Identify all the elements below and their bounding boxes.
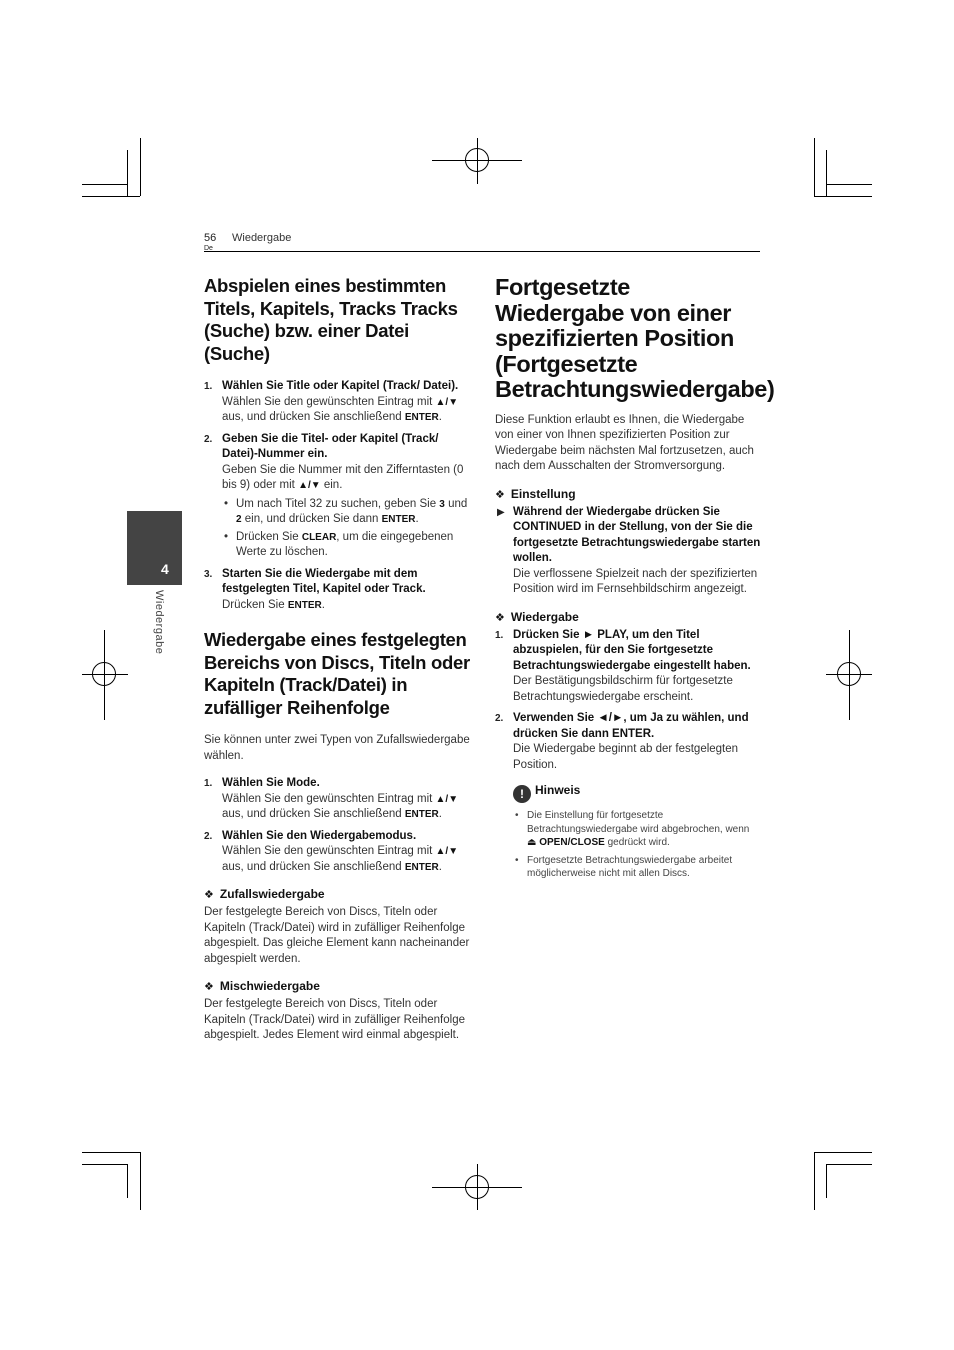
step bbox=[495, 628, 761, 706]
text: . bbox=[438, 808, 442, 820]
crop-mark bbox=[826, 184, 872, 185]
page-header bbox=[204, 231, 760, 252]
step-description bbox=[222, 395, 472, 426]
paragraph: Der festgelegte Bereich von Discs, Titeln oder Kapiteln (Track/Datei) wird in zufälliger Reihenfolge abgespielt. Das gleiche Element kann nacheinander abgespielt werden. bbox=[204, 906, 470, 965]
crop-mark bbox=[826, 1164, 872, 1165]
text: aus, und drücken Sie anschließend bbox=[222, 808, 402, 820]
step-number: 2. bbox=[204, 433, 213, 445]
diamond-icon: ❖ bbox=[495, 488, 505, 501]
text: Wählen Sie den gewünschten Eintrag mit bbox=[222, 792, 433, 805]
section-intro: Diese Funktion erlaubt es Ihnen, die Wiedergabe von einer von Ihnen spezifizierten Position zur Wiedergabe beim nächsten Mal fortzusetzen, auch nach dem Ausschalten der Stromversorgung. bbox=[495, 413, 754, 472]
step bbox=[204, 567, 472, 614]
crop-mark bbox=[814, 1152, 815, 1210]
step-title bbox=[513, 628, 761, 675]
subheading-text: Einstellung bbox=[510, 486, 576, 501]
list-item bbox=[222, 497, 472, 528]
text: Die Einstellung für fortgesetzte Betrachtungswiedergabe wird abgebrochen, wenn bbox=[527, 810, 750, 835]
subheading bbox=[204, 979, 472, 993]
step-number: 1. bbox=[495, 629, 504, 641]
text: Wählen Sie den gewünschten Eintrag mit bbox=[222, 395, 433, 408]
step-number: 1. bbox=[204, 381, 213, 392]
enter-key: ENTER bbox=[404, 861, 439, 873]
chapter-label: Wiedergabe bbox=[153, 590, 165, 655]
step-title: Wählen Sie den Wiedergabemodus. bbox=[222, 829, 417, 842]
left-column bbox=[204, 275, 472, 1056]
step bbox=[204, 829, 472, 876]
page-number: 56 bbox=[204, 232, 217, 244]
chapter-tab bbox=[127, 511, 182, 585]
play-key: ► PLAY bbox=[582, 628, 626, 641]
step-description: Die Wiedergabe beginnt ab der festgelegten Position. bbox=[513, 743, 739, 771]
text: Wählen Sie den gewünschten Eintrag mit bbox=[222, 845, 433, 857]
step-title: Geben Sie die Titel- oder Kapitel (Track/ Datei)-Nummer ein. bbox=[222, 432, 439, 460]
page-language: De bbox=[204, 245, 213, 252]
crop-mark bbox=[814, 138, 815, 196]
key-2: 2 bbox=[236, 514, 242, 525]
text: , um Ja zu wählen, und drücken Sie dann ENTER. bbox=[513, 712, 749, 740]
crop-mark bbox=[814, 196, 872, 197]
crop-mark bbox=[140, 138, 141, 196]
diamond-icon: ❖ bbox=[495, 611, 505, 624]
note-title: Hinweis bbox=[535, 783, 581, 797]
text: Verwenden Sie bbox=[513, 712, 595, 724]
crop-mark bbox=[826, 150, 827, 196]
chapter-number: 4 bbox=[161, 561, 169, 577]
text: . bbox=[321, 598, 325, 611]
crop-mark bbox=[82, 1164, 128, 1165]
step bbox=[495, 711, 761, 773]
bullet-list bbox=[222, 497, 472, 561]
text: Um nach Titel 32 zu suchen, geben Sie bbox=[236, 497, 437, 510]
arrow-keys-icon: ▲/▼ bbox=[298, 480, 321, 491]
section-title: Fortgesetzte Wiedergabe von einer spezifizierten Position (Fortgesetzte Betrachtungswiedergabe) bbox=[495, 274, 775, 402]
enter-key: ENTER bbox=[404, 809, 439, 820]
step-description: Die verflossene Spielzeit nach der spezifizierten Position wird im Fernsehbildschirm angezeigt. bbox=[513, 567, 758, 595]
open-close-key: ⏏ OPEN/CLOSE bbox=[527, 837, 605, 848]
registration-mark bbox=[465, 1175, 489, 1199]
step bbox=[204, 432, 472, 561]
crop-mark bbox=[140, 1152, 141, 1210]
list-item bbox=[222, 530, 472, 561]
left-right-keys-icon: ◄/► bbox=[597, 712, 624, 724]
subheading bbox=[495, 487, 761, 501]
clear-key: CLEAR bbox=[301, 531, 337, 543]
step-title: Starten Sie die Wiedergabe mit dem festgelegten Titel, Kapitel oder Track. bbox=[222, 567, 426, 595]
step-number: 2. bbox=[495, 713, 504, 724]
subheading bbox=[204, 887, 472, 901]
subheading-text: Wiedergabe bbox=[510, 609, 579, 624]
crop-mark bbox=[814, 1152, 872, 1153]
step-description bbox=[222, 598, 472, 614]
text: Drücken Sie bbox=[236, 530, 299, 543]
arrow-keys-icon: ▲/▼ bbox=[435, 396, 459, 408]
note-heading bbox=[513, 783, 761, 803]
text: gedrückt wird. bbox=[607, 837, 670, 848]
text: ein. bbox=[323, 479, 343, 491]
crop-mark bbox=[82, 1152, 140, 1153]
text: . bbox=[438, 411, 442, 423]
text: aus, und drücken Sie anschließend bbox=[222, 860, 402, 873]
step-title: Wählen Sie Title oder Kapitel (Track/ Datei). bbox=[222, 380, 459, 392]
subheading-text: Mischwiedergabe bbox=[219, 979, 320, 993]
exclamation-icon: ! bbox=[513, 785, 531, 803]
step bbox=[495, 505, 761, 598]
step-number: 1. bbox=[204, 778, 213, 789]
crop-mark bbox=[127, 150, 128, 196]
header-title: Wiedergabe bbox=[232, 232, 292, 244]
text: , um den Titel abzuspielen, für den Sie fortgesetzte Betrachtungswiedergabe eingestellt haben. bbox=[513, 628, 751, 672]
step-number: 2. bbox=[204, 830, 213, 842]
text: ein, und drücken Sie dann bbox=[244, 513, 379, 525]
triangle-icon: ▶ bbox=[497, 506, 505, 518]
text: Drücken Sie bbox=[513, 628, 580, 641]
crop-mark bbox=[826, 1164, 827, 1198]
step bbox=[204, 379, 472, 426]
list-item: • Fortgesetzte Betrachtungswiedergabe arbeitet möglicherweise nicht mit allen Discs. bbox=[513, 854, 761, 881]
text: . bbox=[438, 860, 442, 873]
diamond-icon: ❖ bbox=[204, 981, 214, 993]
text: . bbox=[415, 513, 419, 525]
step-description bbox=[222, 463, 472, 494]
subheading bbox=[495, 610, 761, 624]
registration-mark bbox=[837, 662, 861, 686]
registration-mark bbox=[92, 662, 116, 686]
text: Während der Wiedergabe drücken Sie bbox=[513, 505, 720, 518]
crop-mark bbox=[127, 1164, 128, 1198]
step-title: Wählen Sie Mode. bbox=[222, 777, 320, 789]
section-title: Wiedergabe eines festgelegten Bereichs von Discs, Titeln oder Kapiteln (Track/Datei) in zufälliger Reihenfolge bbox=[204, 629, 470, 718]
diamond-icon: ❖ bbox=[204, 889, 214, 901]
enter-key: ENTER bbox=[287, 599, 322, 611]
enter-key: ENTER bbox=[404, 412, 439, 423]
enter-key: ENTER bbox=[381, 514, 416, 525]
crop-mark bbox=[82, 184, 128, 185]
step bbox=[204, 776, 472, 823]
text: , um die eingegebenen Werte zu löschen. bbox=[236, 530, 454, 558]
text: in der Stellung, von der Sie die fortgesetzte Betrachtungswiedergabe starten wollen. bbox=[513, 521, 761, 564]
step-title bbox=[513, 505, 761, 567]
arrow-keys-icon: ▲/▼ bbox=[435, 793, 459, 805]
paragraph: Der festgelegte Bereich von Discs, Titeln oder Kapiteln (Track/Datei) wird in zufälliger Reihenfolge abgespielt. Jedes Element wird einmal abgespielt. bbox=[204, 998, 465, 1041]
step-title bbox=[513, 711, 761, 742]
step-description bbox=[222, 844, 472, 875]
arrow-keys-icon: ▲/▼ bbox=[435, 846, 459, 857]
text: Drücken Sie bbox=[222, 598, 285, 611]
key-3: 3 bbox=[439, 498, 445, 510]
crop-mark bbox=[82, 196, 140, 197]
text: und bbox=[448, 497, 468, 510]
section-title: Abspielen eines bestimmten Titels, Kapitels, Tracks Tracks (Suche) bzw. einer Datei (Suche) bbox=[204, 275, 458, 364]
step-number: 3. bbox=[204, 568, 213, 580]
section-intro: Sie können unter zwei Typen von Zufallswiedergabe wählen. bbox=[204, 734, 470, 762]
subheading-text: Zufallswiedergabe bbox=[219, 887, 325, 901]
right-column bbox=[495, 274, 775, 885]
note-list bbox=[513, 809, 761, 881]
list-item bbox=[513, 809, 761, 850]
text: Geben Sie die Nummer mit den Zifferntasten (0 bis 9) oder mit bbox=[222, 463, 464, 491]
continued-key: CONTINUED bbox=[513, 521, 582, 533]
registration-mark bbox=[465, 148, 489, 172]
step-description: Der Bestätigungsbildschirm für fortgesetzte Betrachtungswiedergabe erscheint. bbox=[513, 675, 733, 703]
text: aus, und drücken Sie anschließend bbox=[222, 411, 402, 423]
step-description bbox=[222, 792, 472, 823]
